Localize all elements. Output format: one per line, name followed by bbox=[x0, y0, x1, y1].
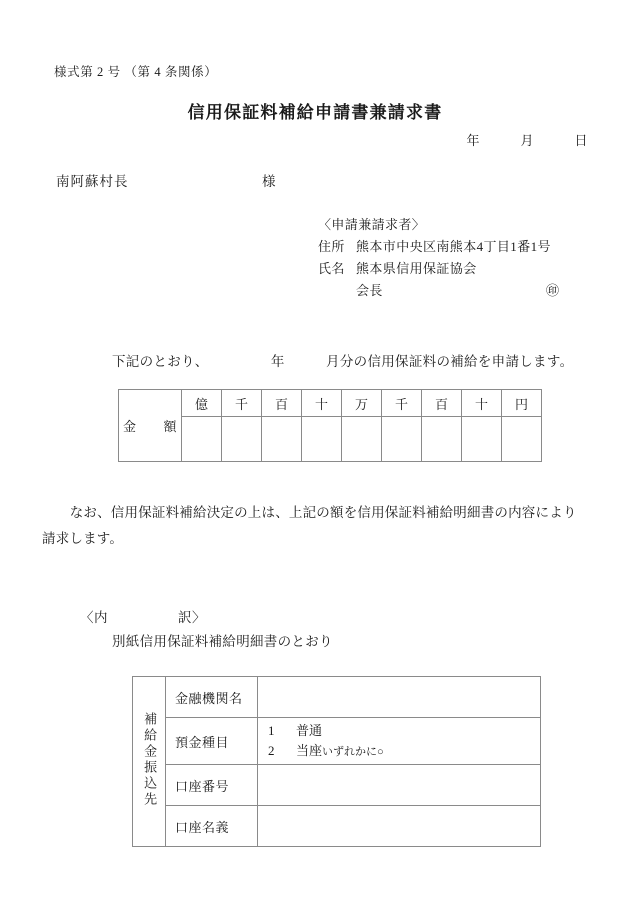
table-row bbox=[133, 718, 541, 765]
request-sentence: 下記のとおり、 年 月分の信用保証料の補給を申請します。 bbox=[112, 354, 574, 369]
table-row bbox=[133, 806, 541, 847]
amount-unit-sen-2: 千 bbox=[382, 390, 422, 417]
note-line-1: なお、信用保証料補給決定の上は、上記の額を信用保証料補給明細書の内容により bbox=[56, 505, 577, 520]
deposit-option-touza-label: 当座 bbox=[296, 742, 323, 758]
applicant-title-row bbox=[318, 280, 560, 302]
amount-table-value-row bbox=[119, 417, 542, 462]
applicant-block bbox=[318, 214, 560, 302]
bank-transfer-table bbox=[132, 676, 541, 847]
applicant-address-row bbox=[318, 236, 551, 258]
note-line-2: 請求します。 bbox=[42, 531, 124, 546]
amount-table bbox=[118, 389, 542, 462]
applicant-name-label: 氏名 bbox=[318, 261, 345, 276]
deposit-option-futsuu[interactable] bbox=[268, 721, 540, 741]
breakdown-heading: 〈内 訳〉 bbox=[80, 610, 206, 625]
deposit-option-futsuu-label: 普通 bbox=[296, 722, 323, 738]
applicant-title-value: 会長 bbox=[356, 283, 383, 298]
addressee-name: 南阿蘇村長 bbox=[56, 174, 129, 189]
amount-value-hyaku-2[interactable] bbox=[422, 417, 462, 462]
amount-value-en[interactable] bbox=[502, 417, 542, 462]
applicant-name-row bbox=[318, 258, 551, 280]
date-line: 年 月 日 bbox=[466, 133, 588, 148]
amount-unit-man: 万 bbox=[342, 390, 382, 417]
bank-value-institution[interactable] bbox=[258, 677, 541, 718]
amount-value-hyaku-1[interactable] bbox=[262, 417, 302, 462]
bank-value-deposit-type[interactable] bbox=[258, 718, 541, 765]
amount-unit-hyaku-2: 百 bbox=[422, 390, 462, 417]
breakdown-body-text: 別紙信用保証料補給明細書のとおり bbox=[112, 634, 333, 649]
amount-value-oku[interactable] bbox=[182, 417, 222, 462]
note-paragraph bbox=[42, 500, 590, 552]
amount-unit-juu-1: 十 bbox=[302, 390, 342, 417]
deposit-option-touza[interactable] bbox=[268, 741, 540, 762]
amount-value-juu-1[interactable] bbox=[302, 417, 342, 462]
table-row bbox=[133, 677, 541, 718]
deposit-option-futsuu-number: 1 bbox=[268, 722, 275, 738]
amount-unit-oku: 億 bbox=[182, 390, 222, 417]
applicant-heading: 〈申請兼請求者〉 bbox=[318, 217, 426, 232]
bank-table-vertical-label-text: 補給金振込先 bbox=[142, 711, 158, 808]
amount-value-sen-2[interactable] bbox=[382, 417, 422, 462]
addressee-honorific: 様 bbox=[262, 174, 276, 189]
applicant-name-value: 熊本県信用保証協会 bbox=[356, 261, 477, 276]
amount-unit-sen-1: 千 bbox=[222, 390, 262, 417]
applicant-address-label: 住所 bbox=[318, 239, 345, 254]
bank-label-deposit-type: 預金種目 bbox=[166, 718, 258, 765]
deposit-option-touza-number: 2 bbox=[268, 742, 275, 758]
amount-row-label: 金 額 bbox=[119, 390, 182, 462]
seal-icon: ㊞ bbox=[546, 283, 560, 298]
amount-value-man[interactable] bbox=[342, 417, 382, 462]
bank-value-account-number[interactable] bbox=[258, 765, 541, 806]
bank-label-account-holder: 口座名義 bbox=[166, 806, 258, 847]
amount-value-juu-2[interactable] bbox=[462, 417, 502, 462]
deposit-option-hint: いずれかに○ bbox=[322, 745, 384, 758]
form-number: 様式第 2 号 （第 4 条関係） bbox=[54, 65, 218, 79]
page-title: 信用保証料補給申請書兼請求書 bbox=[187, 103, 443, 122]
amount-table-header-row bbox=[119, 390, 542, 417]
bank-value-account-holder[interactable] bbox=[258, 806, 541, 847]
table-row bbox=[133, 765, 541, 806]
amount-unit-hyaku-1: 百 bbox=[262, 390, 302, 417]
applicant-address-value: 熊本市中央区南熊本4丁目1番1号 bbox=[356, 239, 551, 254]
amount-value-sen-1[interactable] bbox=[222, 417, 262, 462]
bank-table-vertical-label bbox=[133, 677, 166, 847]
amount-unit-en: 円 bbox=[502, 390, 542, 417]
amount-unit-juu-2: 十 bbox=[462, 390, 502, 417]
bank-label-institution: 金融機関名 bbox=[166, 677, 258, 718]
bank-label-account-number: 口座番号 bbox=[166, 765, 258, 806]
